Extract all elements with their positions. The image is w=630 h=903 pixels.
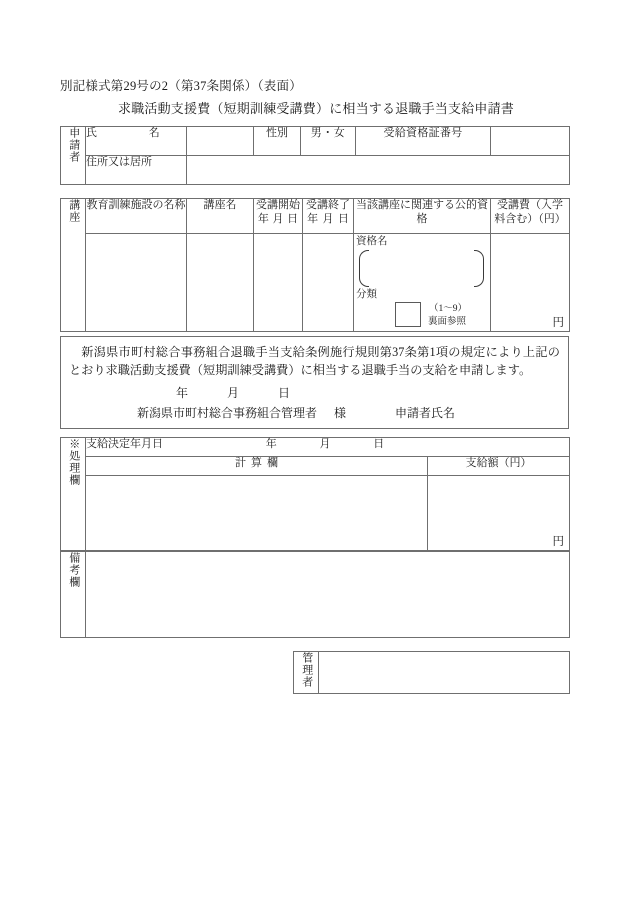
category-range-note: （1〜9） bbox=[429, 304, 468, 314]
qualification-name-bracket[interactable] bbox=[359, 250, 484, 287]
qualification-name-label: 資格名 bbox=[356, 236, 388, 247]
bracket-left-icon bbox=[359, 250, 369, 287]
category-input-box[interactable] bbox=[395, 302, 421, 327]
manager-label bbox=[294, 652, 319, 694]
related-qualification-header: 当該講座に関連する公的資格 bbox=[354, 199, 491, 234]
end-month-label: 月 bbox=[322, 212, 334, 225]
start-day-label: 日 bbox=[287, 212, 299, 225]
decision-date-row bbox=[61, 438, 570, 457]
name-label-char-1: 氏 bbox=[86, 127, 98, 139]
qualification-detail-cell bbox=[354, 234, 491, 332]
applicant-signature-label[interactable]: 申請者氏名 bbox=[395, 405, 456, 420]
facility-name-input-cell[interactable] bbox=[86, 234, 187, 332]
bracket-right-icon bbox=[474, 250, 484, 287]
manager-stamp-cell[interactable] bbox=[319, 652, 570, 694]
address-input-cell[interactable] bbox=[187, 156, 570, 185]
decision-month-label: 月 bbox=[319, 438, 331, 450]
sex-options[interactable]: 男・女 bbox=[301, 127, 356, 156]
payment-amount-input-cell[interactable] bbox=[428, 476, 570, 551]
manager-label-text: 管理者 bbox=[300, 652, 313, 688]
start-date-header-line1: 受講開始 bbox=[256, 199, 300, 211]
facility-name-header: 教育訓練施設の名称 bbox=[86, 199, 187, 234]
course-name-header: 講座名 bbox=[187, 199, 254, 234]
name-label-char-2: 名 bbox=[148, 127, 160, 139]
course-name-input-cell[interactable] bbox=[187, 234, 254, 332]
course-header-row bbox=[61, 199, 570, 234]
calculation-header: 計算欄 bbox=[86, 457, 428, 476]
statement-cell bbox=[61, 337, 569, 429]
start-month-label: 月 bbox=[272, 212, 284, 225]
end-day-label: 日 bbox=[337, 212, 349, 225]
name-input-cell[interactable] bbox=[187, 127, 254, 156]
end-date-header-line1: 受講終了 bbox=[306, 199, 350, 211]
processing-section-label bbox=[61, 438, 86, 551]
submission-date-line[interactable] bbox=[61, 382, 568, 401]
payment-amount-header: 支給額（円） bbox=[428, 457, 570, 476]
certificate-number-input-cell[interactable] bbox=[491, 127, 570, 156]
end-date-input-cell[interactable] bbox=[303, 234, 354, 332]
manager-row bbox=[294, 652, 570, 694]
statement-text-block bbox=[61, 337, 568, 382]
remarks-input-cell[interactable] bbox=[86, 552, 570, 638]
end-date-header bbox=[303, 199, 354, 234]
course-section-label bbox=[61, 199, 86, 332]
remarks-row bbox=[61, 552, 570, 638]
remarks-section bbox=[60, 551, 570, 638]
start-year-label: 年 bbox=[257, 212, 269, 225]
remarks-section-label bbox=[61, 552, 86, 638]
form-number: 別記様式第29号の2（第37条関係）（表面） bbox=[60, 79, 302, 93]
page-title: 求職活動支援費（短期訓練受講費）に相当する退職手当支給申請書 bbox=[118, 101, 515, 116]
sex-label: 性別 bbox=[254, 127, 301, 156]
category-reference-note: 裏面参照 bbox=[428, 317, 467, 327]
address-label: 住所又は居所 bbox=[86, 156, 187, 185]
manager-stamp-section bbox=[293, 651, 570, 694]
addressee-line bbox=[61, 401, 568, 428]
course-value-row bbox=[61, 234, 570, 332]
name-label-cell bbox=[86, 127, 187, 156]
addressee-name: 新潟県市町村総合事務組合管理者 bbox=[137, 405, 318, 420]
remarks-section-label-text: 備考欄 bbox=[67, 552, 80, 588]
applicant-name-row bbox=[61, 127, 570, 156]
start-date-header bbox=[254, 199, 303, 234]
certificate-number-label: 受給資格証番号 bbox=[356, 127, 491, 156]
applicant-section-label-text: 申請者 bbox=[67, 127, 80, 163]
course-fee-input-cell[interactable] bbox=[491, 234, 570, 332]
course-section bbox=[60, 198, 570, 332]
decision-day-label: 日 bbox=[373, 438, 385, 450]
decision-year-label: 年 bbox=[265, 438, 277, 450]
start-date-input-cell[interactable] bbox=[254, 234, 303, 332]
applicant-address-row bbox=[61, 156, 570, 185]
processing-section-label-text: ※処理欄 bbox=[67, 438, 80, 486]
processing-header-row bbox=[61, 457, 570, 476]
course-fee-header-line2: 料含む）（円） bbox=[494, 212, 566, 225]
applicant-section-label bbox=[61, 127, 86, 185]
processing-section bbox=[60, 437, 570, 551]
course-fee-header bbox=[491, 199, 570, 234]
payment-amount-unit: 円 bbox=[552, 535, 564, 548]
applicant-section bbox=[60, 126, 570, 185]
course-fee-header-line1: 受講費（入学 bbox=[497, 199, 563, 211]
decision-date-label: 支給決定年月日 bbox=[86, 438, 163, 450]
category-label: 分類 bbox=[356, 289, 377, 300]
processing-body-row bbox=[61, 476, 570, 551]
statement-row bbox=[61, 337, 569, 429]
course-fee-unit: 円 bbox=[552, 316, 564, 329]
submission-day-label: 日 bbox=[278, 385, 291, 400]
end-year-label: 年 bbox=[307, 212, 319, 225]
addressee-honorific: 様 bbox=[334, 405, 347, 420]
course-section-label-text: 講座 bbox=[67, 199, 80, 223]
submission-year-label: 年 bbox=[176, 385, 189, 400]
statement-text: 新潟県市町村総合事務組合退職手当支給条例施行規則第37条第1項の規定により上記のとおり求職活動支援費（短期訓練受講費）に相当する退職手当の支給を申請します。 bbox=[69, 345, 560, 378]
statement-section bbox=[60, 336, 569, 429]
calculation-input-cell[interactable] bbox=[86, 476, 428, 551]
submission-month-label: 月 bbox=[227, 385, 240, 400]
decision-date-cell[interactable] bbox=[86, 438, 570, 457]
